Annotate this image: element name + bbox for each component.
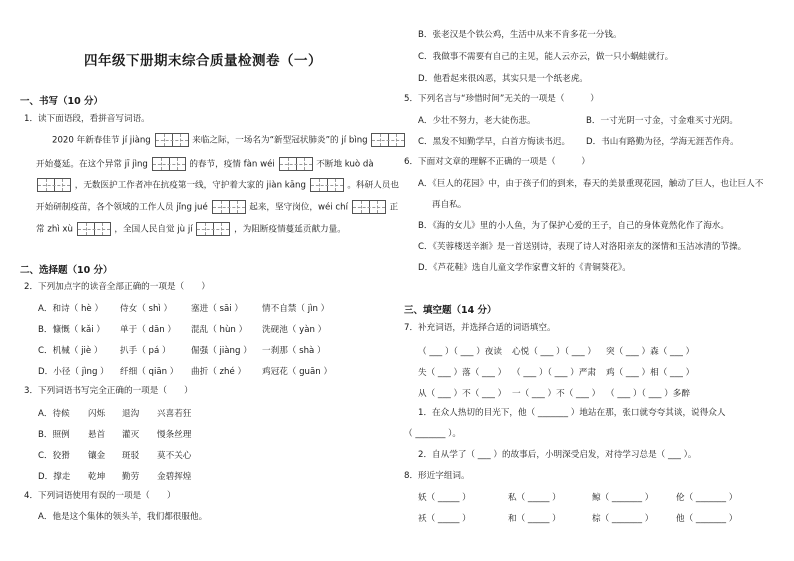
q5-option-b[interactable]: B．一寸光阴一寸金，寸金难买寸光阴。 bbox=[586, 116, 738, 126]
q6-option-c[interactable]: C．《芙蓉楼送辛渐》是一首送别诗，表现了诗人对洛阳亲友的深情和玉洁冰清的节操。 bbox=[418, 242, 747, 252]
pinyin-answer-box[interactable] bbox=[152, 157, 186, 171]
q6-option-a[interactable]: A．《巨人的花园》中，由于孩子们的到来，春天的美景重现花园，触动了巨人，也让巨人不 bbox=[418, 179, 764, 189]
passage-text: 不断地 kuò dà bbox=[316, 159, 374, 170]
q6-option-d[interactable]: D．《芦花鞋》选自儿童文学作家曹文轩的《青铜葵花》。 bbox=[418, 263, 631, 273]
q4-option-c[interactable]: C．我做事不需要有自己的主见，能人云亦云，做一只小蜗蛙就行。 bbox=[418, 52, 674, 62]
passage-line-4 bbox=[36, 200, 398, 214]
passage-text: 开始蔓延。在这个异常 jī jìng bbox=[36, 159, 148, 170]
option-cell: 纤细（ qiān ） bbox=[120, 367, 179, 377]
question-8: 8．形近字组词。 bbox=[404, 471, 470, 481]
q8-blank[interactable]: 棕（ _______ ） bbox=[592, 514, 654, 524]
passage-text: 。科研人员也 bbox=[347, 180, 399, 191]
section-writing-heading: 一、书写（10 分） bbox=[20, 96, 104, 107]
pinyin-answer-box[interactable] bbox=[196, 222, 230, 236]
q7-sentence-1-cont[interactable]: （ _______ ）。 bbox=[404, 429, 462, 439]
question-3: 3．下列词语书写完全正确的一项是（ ） bbox=[24, 386, 193, 396]
passage-text: 2020 年新春佳节 jí jiàng bbox=[52, 135, 151, 146]
q6-option-b[interactable]: B．《海的女儿》里的小人鱼，为了保护心爱的王子，自己的身体竟然化作了海水。 bbox=[418, 221, 729, 231]
passage-text: 来临之际，一场名为“新型冠状肺炎”的 jí bìng bbox=[192, 135, 368, 146]
passage-line-1 bbox=[52, 133, 406, 147]
option-cell: 闪烁 bbox=[88, 409, 106, 419]
option-cell: 斑驳 bbox=[122, 451, 140, 461]
section-choice-heading: 二、选择题（10 分） bbox=[20, 265, 113, 276]
q8-blank[interactable]: 私（ _____ ） bbox=[508, 493, 561, 503]
option-cell: 洗砚池（ yàn ） bbox=[262, 325, 327, 335]
question-6: 6．下面对文章的理解不正确的一项是（ ） bbox=[404, 157, 590, 167]
option-cell: A．和诗（ hè ） bbox=[38, 304, 104, 314]
option-cell: C．狡猾 bbox=[38, 451, 70, 461]
passage-line-5 bbox=[36, 222, 346, 236]
q4-option-b[interactable]: B．张老汉是个铁公鸡，生活中从来不肯多花一分钱。 bbox=[418, 30, 622, 40]
q5-option-a[interactable]: A．少壮不努力，老大徒伤悲。 bbox=[418, 116, 536, 126]
passage-line-3 bbox=[36, 178, 399, 192]
q8-blank[interactable]: 伦（ _______ ） bbox=[676, 493, 738, 503]
q2-option-c[interactable] bbox=[38, 344, 103, 356]
option-cell: 曲折（ zhé ） bbox=[191, 367, 247, 377]
option-cell: 悬首 bbox=[88, 430, 106, 440]
pinyin-answer-box[interactable] bbox=[37, 178, 71, 192]
option-cell: 倔强（ jiàng ） bbox=[191, 346, 252, 356]
option-cell: 莫不关心 bbox=[157, 451, 192, 461]
q7-blank[interactable]: 突（ ___ ）森（ ___ ） bbox=[606, 347, 695, 357]
exam-title: 四年级下册期末综合质量检测卷（一） bbox=[84, 53, 322, 69]
option-cell: C．机械（ jiè ） bbox=[38, 346, 103, 356]
pinyin-answer-box[interactable] bbox=[352, 200, 386, 214]
q3-option-c[interactable] bbox=[38, 449, 70, 461]
question-2: 2．下列加点字的读音全部正确的一项是（ ） bbox=[24, 282, 210, 292]
q2-option-d[interactable] bbox=[38, 365, 109, 377]
q2-option-b[interactable] bbox=[38, 323, 105, 335]
passage-text: 常 zhì xù bbox=[36, 224, 73, 235]
option-cell: 镶金 bbox=[88, 451, 106, 461]
option-cell: 金碧挥煌 bbox=[157, 472, 192, 482]
pinyin-answer-box[interactable] bbox=[155, 133, 189, 147]
option-cell: D．撑走 bbox=[38, 472, 71, 482]
passage-text: 正 bbox=[389, 202, 399, 213]
q8-blank[interactable]: 妖（ _____ ） bbox=[418, 493, 471, 503]
q7-sentence-2[interactable]: 2．自从学了（ ___ ）的故事后，小明深受启发，对待学习总是（ ___ ）。 bbox=[418, 450, 697, 460]
q5-option-d[interactable]: D．书山有路勤为径，学海无涯苦作舟。 bbox=[586, 137, 739, 147]
passage-text: ，无数医护工作者冲在抗疫第一线，守护着大家的 jiàn kāng bbox=[74, 180, 306, 191]
question-5: 5．下列名言与“珍惜时间”无关的一项是（ ） bbox=[404, 94, 599, 104]
option-cell: 勤劳 bbox=[122, 472, 140, 482]
question-4: 4．下列词语使用有误的一项是（ ） bbox=[24, 491, 176, 501]
q7-blank[interactable]: 失（ ___ ）落（ ___ ） bbox=[418, 368, 507, 378]
passage-text: ，为阻断疫情蔓延贡献力量。 bbox=[234, 224, 346, 235]
passage-text: 的春节，疫情 fàn wéi bbox=[189, 159, 275, 170]
q3-option-a[interactable] bbox=[38, 407, 70, 419]
q7-blank[interactable]: 一（ ___ ）不（ ___ ） bbox=[512, 389, 601, 399]
option-cell: 鸡冠花（ guān ） bbox=[262, 367, 333, 377]
q7-blank[interactable]: （ ___ ）（ ___ ）严肃 bbox=[512, 368, 596, 378]
q7-blank[interactable]: （ ___ ）（ ___ ）多醉 bbox=[606, 389, 690, 399]
q8-blank[interactable]: 鲸（ _______ ） bbox=[592, 493, 654, 503]
option-cell: 兴喜若狂 bbox=[157, 409, 192, 419]
q7-blank[interactable]: 从（ ___ ）不（ ___ ） bbox=[418, 389, 507, 399]
option-cell: 灌灭 bbox=[122, 430, 140, 440]
q4-option-a[interactable]: A．他是这个集体的领头羊，我们都很服他。 bbox=[38, 512, 208, 522]
question-1: 1．读下面语段，看拼音写词语。 bbox=[24, 114, 150, 124]
option-cell: 退沟 bbox=[122, 409, 140, 419]
passage-text: 起来，坚守岗位，wéi chí bbox=[249, 202, 348, 213]
passage-text: 开始研制疫苗，各个领域的工作人员 jǐng jué bbox=[36, 202, 208, 213]
option-cell: D．小径（ jìng ） bbox=[38, 367, 109, 377]
option-cell: B．慷慨（ kǎi ） bbox=[38, 325, 105, 335]
option-cell: 混乱（ hùn ） bbox=[191, 325, 248, 335]
option-cell: 情不自禁（ jìn ） bbox=[262, 304, 330, 314]
q7-blank[interactable]: 心悦（ ___ ）（ ___ ） bbox=[512, 347, 596, 357]
q3-option-b[interactable] bbox=[38, 428, 70, 440]
option-cell: B．照例 bbox=[38, 430, 70, 440]
q7-sentence-1[interactable]: 1．在众人热切的目光下，他（ _______ ）地站在那，张口就夸夸其谈，说得众人 bbox=[418, 408, 726, 418]
q7-blank[interactable]: （ ___ ）（ ___ ）夜读 bbox=[418, 347, 502, 357]
pinyin-answer-box[interactable] bbox=[279, 157, 313, 171]
q3-option-d[interactable] bbox=[38, 470, 70, 482]
q5-option-c[interactable]: C．黑发不知勤学早，白首方悔读书迟。 bbox=[418, 137, 571, 147]
pinyin-answer-box[interactable] bbox=[310, 178, 344, 192]
option-cell: 单于（ dān ） bbox=[120, 325, 177, 335]
q8-blank[interactable]: 袄（ _____ ） bbox=[418, 514, 471, 524]
q8-blank[interactable]: 他（ _______ ） bbox=[676, 514, 738, 524]
option-cell: 侍女（ shì ） bbox=[120, 304, 173, 314]
passage-text: ，全国人民自觉 jù jí bbox=[114, 224, 193, 235]
option-cell: A．待候 bbox=[38, 409, 70, 419]
q4-option-d[interactable]: D．他看起来很凶恶，其实只是一个纸老虎。 bbox=[418, 74, 588, 84]
pinyin-answer-box[interactable] bbox=[77, 222, 111, 236]
question-7: 7．补充词语，并选择合适的词语填空。 bbox=[404, 323, 556, 333]
q2-option-a[interactable] bbox=[38, 302, 103, 314]
option-cell: 乾坤 bbox=[88, 472, 106, 482]
passage-line-2 bbox=[36, 157, 374, 171]
pinyin-answer-box[interactable] bbox=[212, 200, 246, 214]
option-cell: 慢条丝理 bbox=[157, 430, 192, 440]
q6-option-a-cont: 再自私。 bbox=[432, 200, 467, 210]
section-fill-heading: 三、填空题（14 分） bbox=[404, 305, 497, 316]
option-cell: 扒手（ pá ） bbox=[120, 346, 171, 356]
pinyin-answer-box[interactable] bbox=[371, 133, 405, 147]
option-cell: 一刹那（ shà ） bbox=[262, 346, 326, 356]
q7-blank[interactable]: 鸡（ ___ ）相（ ___ ） bbox=[606, 368, 695, 378]
option-cell: 塞进（ sāi ） bbox=[191, 304, 243, 314]
q8-blank[interactable]: 和（ _____ ） bbox=[508, 514, 561, 524]
